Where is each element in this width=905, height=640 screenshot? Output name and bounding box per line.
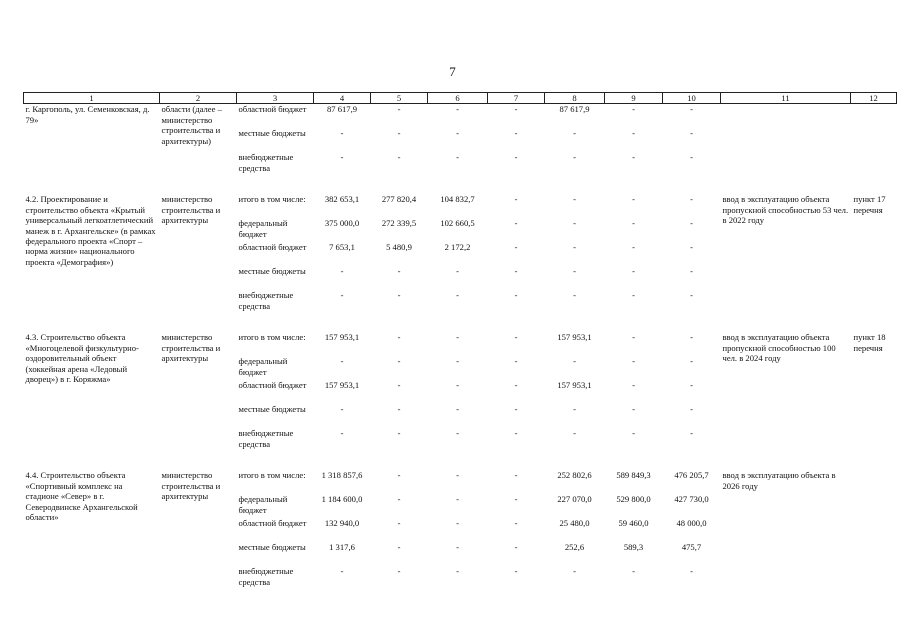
amount-cell: 252 802,6 xyxy=(557,470,592,481)
amount-cell: - xyxy=(456,290,459,301)
amount-cell: - xyxy=(340,290,344,301)
amount-cell: - xyxy=(456,518,459,529)
amount-cell: 87 617,9 xyxy=(559,104,590,115)
amount-cell: - xyxy=(632,128,635,139)
amount-cell: - xyxy=(514,242,518,253)
amount-cell: 272 339,5 xyxy=(381,218,417,229)
funding-source-cell: итого в том числе: xyxy=(238,470,306,481)
amount-cell: - xyxy=(340,356,344,367)
funding-source-cell: внебюджетные средства xyxy=(238,290,294,311)
amount-cell: 157 953,1 xyxy=(324,332,360,343)
amount-cell: - xyxy=(397,266,401,277)
program-table xyxy=(23,92,897,590)
header-cell: 12 xyxy=(851,93,897,104)
list-item-reference-cell xyxy=(851,470,897,590)
column-number-row xyxy=(24,93,897,104)
group-spacer xyxy=(24,176,897,194)
amount-cell: - xyxy=(514,542,518,553)
amount-cell: - xyxy=(514,128,518,139)
amount-cell: - xyxy=(456,428,459,439)
funding-source-cell: областной бюджет xyxy=(238,380,307,391)
amount-cell: - xyxy=(573,356,576,367)
amount-cell: - xyxy=(690,104,693,115)
amount-cell: - xyxy=(340,566,344,577)
amount-cell: 48 000,0 xyxy=(676,518,707,529)
amount-cell: - xyxy=(397,494,401,505)
amount-cell: - xyxy=(690,218,693,229)
amount-cell: - xyxy=(632,266,635,277)
amount-cell: - xyxy=(514,404,518,415)
amount-cell: - xyxy=(397,128,401,139)
list-item-reference-cell: пункт 17 перечня xyxy=(853,194,886,215)
expected-result-cell: ввод в эксплуатацию объекта пропускной способностью 53 чел. в 2022 году xyxy=(722,194,849,226)
amount-cell: - xyxy=(397,290,401,301)
amount-cell: - xyxy=(632,290,635,301)
amount-cell: 7 653,1 xyxy=(329,242,355,253)
amount-cell: - xyxy=(514,104,518,115)
amount-cell: 157 953,1 xyxy=(557,380,592,391)
amount-cell: 589 849,3 xyxy=(616,470,651,481)
amount-cell: - xyxy=(632,218,635,229)
amount-cell: - xyxy=(690,332,693,343)
amount-cell: 1 317,6 xyxy=(329,542,355,553)
executor-cell: министерство строительства и архитектуры xyxy=(161,194,221,226)
amount-cell: - xyxy=(632,380,635,391)
amount-cell: - xyxy=(514,470,518,481)
amount-cell: 277 820,4 xyxy=(381,194,417,205)
amount-cell: 59 460,0 xyxy=(618,518,649,529)
amount-cell: 227 070,0 xyxy=(557,494,592,505)
list-item-reference-cell: пункт 18 перечня xyxy=(853,332,886,353)
amount-cell: - xyxy=(340,428,344,439)
header-cell: 8 xyxy=(545,93,605,104)
amount-cell: - xyxy=(573,218,576,229)
header-cell: 9 xyxy=(605,93,663,104)
amount-cell: 1 184 600,0 xyxy=(321,494,363,505)
amount-cell: - xyxy=(456,356,459,367)
amount-cell: - xyxy=(340,404,344,415)
amount-cell: - xyxy=(397,356,401,367)
amount-cell: 2 172,2 xyxy=(444,242,471,253)
spacer-cell xyxy=(24,314,897,332)
amount-cell: - xyxy=(456,542,459,553)
amount-cell: - xyxy=(514,380,518,391)
amount-cell: - xyxy=(456,104,459,115)
list-item-reference-cell xyxy=(851,104,897,177)
amount-cell: - xyxy=(397,404,401,415)
amount-cell: - xyxy=(514,566,518,577)
spacer-cell xyxy=(24,452,897,470)
funding-source-cell: местные бюджеты xyxy=(238,404,306,415)
amount-cell: 25 480,0 xyxy=(559,518,590,529)
group-spacer xyxy=(24,452,897,470)
amount-cell: - xyxy=(573,566,576,577)
amount-cell: 87 617,9 xyxy=(326,104,358,115)
header-cell: 4 xyxy=(314,93,371,104)
group-spacer xyxy=(24,314,897,332)
header-cell: 10 xyxy=(663,93,721,104)
executor-cell: министерство строительства и архитектуры xyxy=(161,470,221,502)
funding-source-cell: местные бюджеты xyxy=(238,128,306,139)
funding-source-cell: местные бюджеты xyxy=(238,542,306,553)
amount-cell: - xyxy=(456,266,459,277)
amount-cell: - xyxy=(397,104,401,115)
amount-cell: - xyxy=(340,128,344,139)
amount-cell: 475,7 xyxy=(681,542,702,553)
amount-cell: - xyxy=(632,152,635,163)
amount-cell: - xyxy=(632,104,635,115)
amount-cell: - xyxy=(690,380,693,391)
header-cell: 5 xyxy=(371,93,428,104)
amount-cell: - xyxy=(397,332,401,343)
amount-cell: 5 480,9 xyxy=(386,242,412,253)
amount-cell: - xyxy=(397,542,401,553)
header-cell: 1 xyxy=(24,93,160,104)
funding-source-cell: местные бюджеты xyxy=(238,266,306,277)
amount-cell: - xyxy=(690,194,693,205)
amount-cell: 427 730,0 xyxy=(674,494,709,505)
funding-source-cell: внебюджетные средства xyxy=(238,428,294,449)
amount-cell: - xyxy=(573,404,576,415)
amount-cell: - xyxy=(397,380,401,391)
amount-cell: - xyxy=(573,128,576,139)
funding-source-cell: федеральный бюджет xyxy=(238,356,288,377)
amount-cell: - xyxy=(456,494,459,505)
amount-cell: - xyxy=(690,242,693,253)
amount-cell: 104 832,7 xyxy=(440,194,475,205)
amount-cell: - xyxy=(397,152,401,163)
amount-cell: - xyxy=(632,242,635,253)
amount-cell: - xyxy=(690,404,693,415)
spacer-cell xyxy=(24,176,897,194)
amount-cell: - xyxy=(690,566,693,577)
amount-cell: 132 940,0 xyxy=(324,518,360,529)
funding-source-cell: внебюджетные средства xyxy=(238,566,294,587)
amount-cell: - xyxy=(456,128,459,139)
amount-cell: - xyxy=(690,152,693,163)
amount-cell: - xyxy=(573,242,576,253)
amount-cell: 1 318 857,6 xyxy=(321,470,363,481)
amount-cell: - xyxy=(690,266,693,277)
amount-cell: - xyxy=(514,518,518,529)
amount-cell: - xyxy=(397,566,401,577)
amount-cell: 157 953,1 xyxy=(557,332,592,343)
amount-cell: - xyxy=(632,428,635,439)
amount-cell: - xyxy=(456,332,459,343)
amount-cell: - xyxy=(397,470,401,481)
expected-result-cell: ввод в эксплуатацию объекта в 2026 году xyxy=(722,470,836,491)
object-name-cell: 4.3. Строительство объекта «Многоцелевой физкультурно-оздоровительный объект (хоккейная арена «Ледовый дворец») в г. Коряжма» xyxy=(25,332,139,385)
funding-source-cell: федеральный бюджет xyxy=(238,494,288,515)
amount-cell: - xyxy=(690,356,693,367)
amount-cell: - xyxy=(456,470,459,481)
amount-cell: - xyxy=(514,356,518,367)
funding-source-cell: итого в том числе: xyxy=(238,332,306,343)
funding-source-cell: областной бюджет xyxy=(238,242,307,253)
expected-result-cell: ввод в эксплуатацию объекта пропускной способностью 100 чел. в 2024 году xyxy=(722,332,836,364)
amount-cell: 375 000,0 xyxy=(324,218,360,229)
amount-cell: - xyxy=(340,152,344,163)
amount-cell: - xyxy=(456,404,459,415)
amount-cell: - xyxy=(632,566,635,577)
amount-cell: - xyxy=(632,332,635,343)
amount-cell: - xyxy=(514,194,518,205)
amount-cell: - xyxy=(514,218,518,229)
page-number: 7 xyxy=(449,64,456,79)
table-row xyxy=(24,332,897,356)
amount-cell: - xyxy=(573,152,576,163)
object-name-cell: 4.2. Проектирование и строительство объекта «Крытый универсальный легкоатлетический манеж в г. Архангельске» (в рамках федерального проекта «Спорт – норма жизни» национального проекта «Демография») xyxy=(25,194,156,267)
amount-cell: - xyxy=(632,404,635,415)
amount-cell: - xyxy=(456,152,459,163)
amount-cell: 589,3 xyxy=(623,542,644,553)
amount-cell: - xyxy=(514,290,518,301)
funding-source-cell: внебюджетные средства xyxy=(238,152,294,173)
funding-source-cell: федеральный бюджет xyxy=(238,218,288,239)
amount-cell: - xyxy=(397,518,401,529)
amount-cell: 102 660,5 xyxy=(440,218,475,229)
object-name-cell: г. Каргополь, ул. Семенковская, д. 79» xyxy=(25,104,150,125)
header-cell: 6 xyxy=(428,93,488,104)
amount-cell: - xyxy=(632,194,635,205)
expected-result-cell xyxy=(721,104,851,177)
amount-cell: - xyxy=(514,332,518,343)
amount-cell: - xyxy=(340,266,344,277)
amount-cell: 157 953,1 xyxy=(324,380,360,391)
header-cell: 7 xyxy=(488,93,545,104)
amount-cell: - xyxy=(690,290,693,301)
amount-cell: - xyxy=(573,194,576,205)
amount-cell: - xyxy=(456,566,459,577)
table-row xyxy=(24,470,897,494)
amount-cell: - xyxy=(632,356,635,367)
amount-cell: - xyxy=(573,290,576,301)
header-cell: 3 xyxy=(237,93,314,104)
amount-cell: - xyxy=(514,266,518,277)
amount-cell: - xyxy=(514,152,518,163)
amount-cell: 529 800,0 xyxy=(616,494,651,505)
amount-cell: - xyxy=(690,428,693,439)
funding-source-cell: областной бюджет xyxy=(238,518,307,529)
amount-cell: 252,6 xyxy=(564,542,585,553)
amount-cell: - xyxy=(514,428,518,439)
executor-cell: министерство строительства и архитектуры xyxy=(161,332,221,364)
table-row xyxy=(24,104,897,129)
amount-cell: - xyxy=(456,380,459,391)
amount-cell: - xyxy=(690,128,693,139)
executor-cell: области (далее – министерство строительства и архитектуры) xyxy=(161,104,222,146)
object-name-cell: 4.4. Строительство объекта «Спортивный комплекс на стадионе «Север» в г. Северодвинске Архангельской области» xyxy=(25,470,138,523)
amount-cell: 382 653,1 xyxy=(324,194,360,205)
amount-cell: 476 205,7 xyxy=(674,470,709,481)
header-cell: 11 xyxy=(721,93,851,104)
amount-cell: - xyxy=(573,428,576,439)
funding-source-cell: областной бюджет xyxy=(238,104,307,115)
table-row xyxy=(24,194,897,218)
funding-source-cell: итого в том числе: xyxy=(238,194,306,205)
amount-cell: - xyxy=(514,494,518,505)
amount-cell: - xyxy=(573,266,576,277)
amount-cell: - xyxy=(397,428,401,439)
header-cell: 2 xyxy=(160,93,237,104)
